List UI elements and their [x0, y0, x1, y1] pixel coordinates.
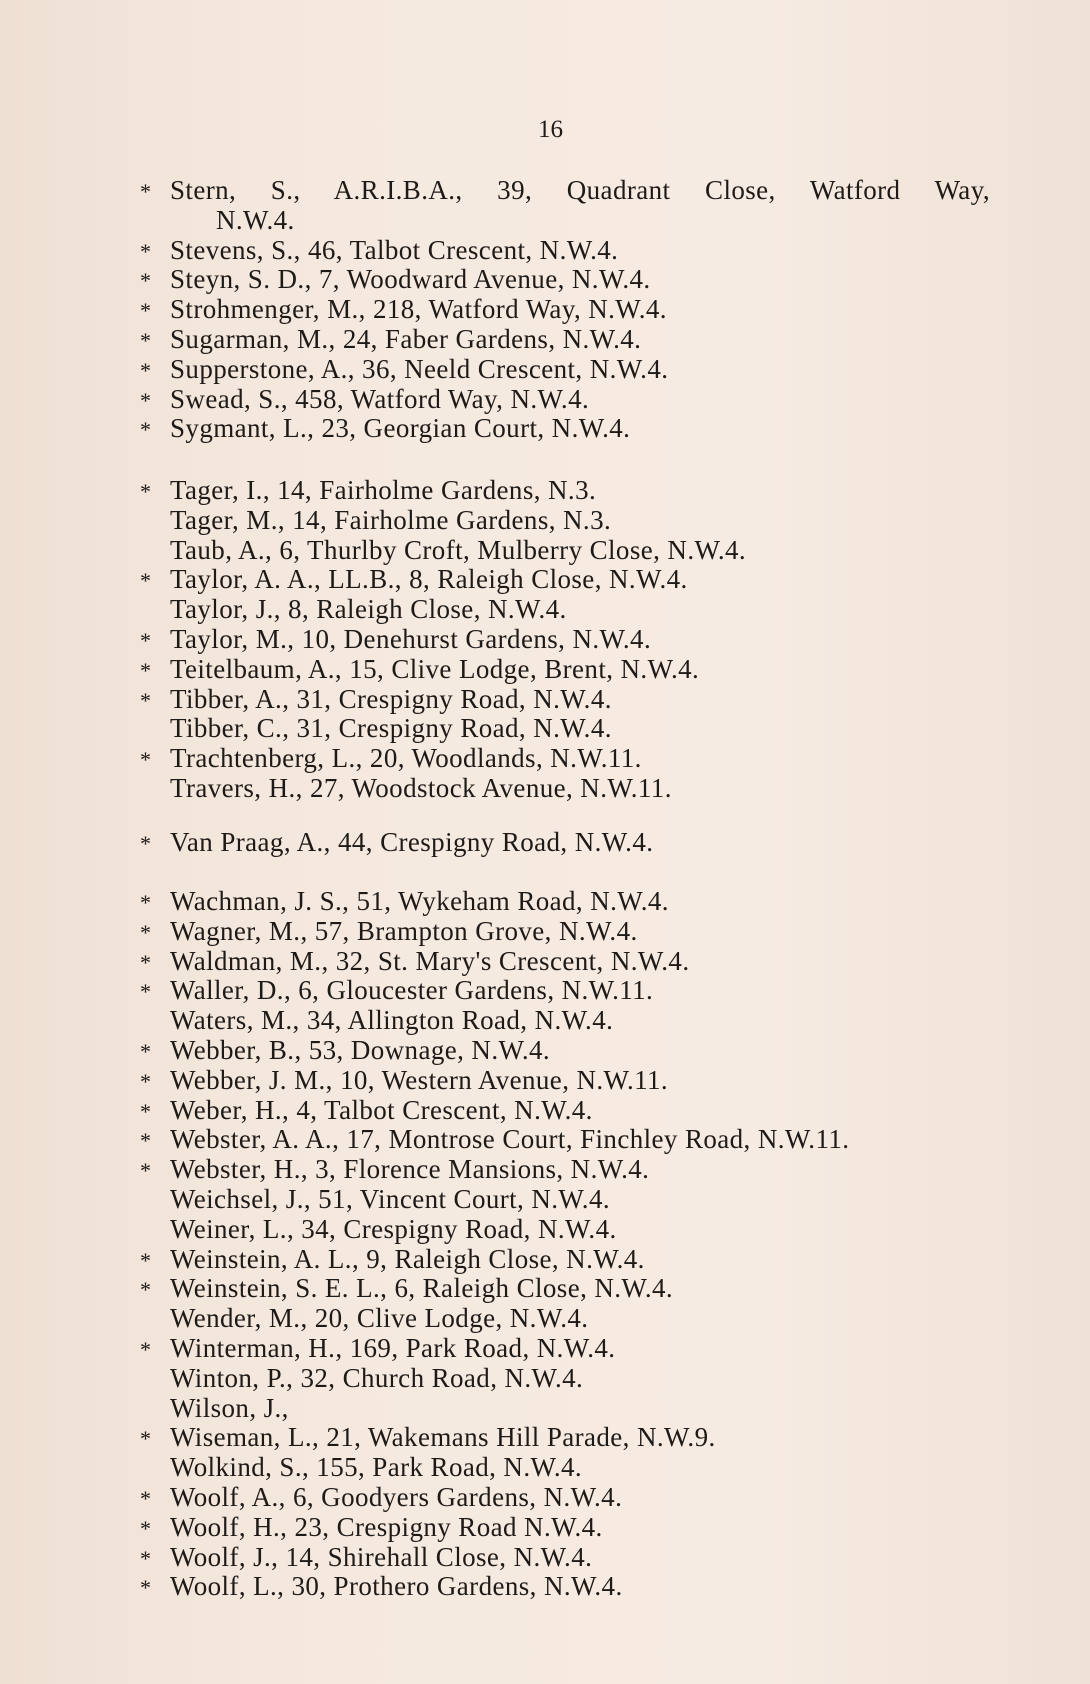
entry-text: Trachtenberg, L., 20, Woodlands, N.W.11. — [170, 743, 642, 774]
entry-text: Webber, J. M., 10, Western Avenue, N.W.11. — [170, 1064, 669, 1095]
entry-text: Woolf, H., 23, Crespigny Road N.W.4. — [170, 1511, 603, 1542]
entry-text: Tager, I., 14, Fairholme Gardens, N.3. — [170, 475, 597, 505]
asterisk-marker: * — [140, 238, 152, 264]
asterisk-marker: * — [140, 1128, 152, 1154]
asterisk-marker: * — [140, 890, 152, 915]
asterisk-marker: * — [140, 1336, 152, 1362]
entry-text: Swead, S., 458, Watford Way, N.W.4. — [170, 383, 590, 414]
entry-text: Van Praag, A., 44, Crespigny Road, N.W.4. — [170, 827, 654, 857]
asterisk-marker: * — [140, 1098, 152, 1124]
asterisk-marker: * — [140, 919, 152, 945]
asterisk-marker: * — [140, 1158, 152, 1184]
entry-text: Wolkind, S., 155, Park Road, N.W.4. — [170, 1452, 583, 1483]
entry-text: Stern, S., A.R.I.B.A., 39, Quadrant Close, Watford Way, — [170, 175, 990, 205]
asterisk-marker: * — [140, 1068, 152, 1094]
asterisk-marker: * — [140, 979, 152, 1005]
asterisk-marker: * — [140, 747, 152, 773]
entry-text: Waldman, M., 32, St. Mary's Crescent, N.W.4. — [170, 945, 690, 976]
entry-text: Wagner, M., 57, Brampton Grove, N.W.4. — [170, 915, 638, 946]
entry-text: Weichsel, J., 51, Vincent Court, N.W.4. — [170, 1183, 611, 1214]
asterisk-marker: * — [140, 1545, 152, 1571]
entry-text: Weber, H., 4, Talbot Crescent, N.W.4. — [170, 1094, 593, 1125]
entry-text: Sygmant, L., 23, Georgian Court, N.W.4. — [170, 413, 631, 444]
page-number: 16 — [538, 116, 563, 143]
entry-text: Wender, M., 20, Clive Lodge, N.W.4. — [170, 1303, 589, 1334]
entry-text: Taylor, A. A., LL.B., 8, Raleigh Close, N.W.4. — [170, 564, 688, 595]
entry-text: Weiner, L., 34, Crespigny Road, N.W.4. — [170, 1213, 617, 1244]
entry-text: Steyn, S. D., 7, Woodward Avenue, N.W.4. — [170, 264, 651, 295]
entry-text: Woolf, L., 30, Prothero Gardens, N.W.4. — [170, 1571, 623, 1602]
asterisk-marker: * — [140, 387, 152, 413]
entry-text: Wachman, J. S., 51, Wykeham Road, N.W.4. — [170, 886, 669, 916]
entry-text: Taylor, M., 10, Denehurst Gardens, N.W.4. — [170, 623, 652, 654]
asterisk-marker: * — [140, 1247, 152, 1273]
entry-text: Weinstein, S. E. L., 6, Raleigh Close, N.W.4. — [170, 1273, 674, 1304]
entry-text: Winterman, H., 169, Park Road, N.W.4. — [170, 1332, 616, 1363]
entry-text: Waters, M., 34, Allington Road, N.W.4. — [170, 1005, 614, 1036]
entry-text: Webster, H., 3, Florence Mansions, N.W.4. — [170, 1154, 650, 1185]
asterisk-marker: * — [140, 687, 152, 713]
asterisk-marker: * — [140, 298, 152, 324]
entry-text: Woolf, J., 14, Shirehall Close, N.W.4. — [170, 1541, 593, 1572]
entry-text: Stevens, S., 46, Talbot Crescent, N.W.4. — [170, 234, 619, 265]
entry-text: Tibber, A., 31, Crespigny Road, N.W.4. — [170, 683, 612, 714]
asterisk-marker: * — [140, 831, 152, 856]
entry-text: Travers, H., 27, Woodstock Avenue, N.W.11. — [170, 772, 672, 803]
asterisk-marker: * — [140, 627, 152, 653]
asterisk-marker: * — [140, 1575, 152, 1601]
asterisk-marker: * — [140, 1426, 152, 1452]
asterisk-marker: * — [140, 1277, 152, 1303]
entry-text: Strohmenger, M., 218, Watford Way, N.W.4. — [170, 294, 667, 325]
entry-text: Weinstein, A. L., 9, Raleigh Close, N.W.4. — [170, 1243, 645, 1274]
entry-text: Tager, M., 14, Fairholme Gardens, N.3. — [170, 504, 612, 535]
asterisk-marker: * — [140, 417, 152, 443]
asterisk-marker: * — [140, 568, 152, 594]
asterisk-marker: * — [140, 1515, 152, 1541]
entry-text: Winton, P., 32, Church Road, N.W.4. — [170, 1362, 584, 1393]
asterisk-marker: * — [140, 949, 152, 975]
asterisk-marker: * — [140, 268, 152, 294]
entry-text: Teitelbaum, A., 15, Clive Lodge, Brent, N.W.4. — [170, 653, 700, 684]
asterisk-marker: * — [140, 657, 152, 683]
asterisk-marker: * — [140, 357, 152, 383]
entry-text: N.W.4. — [216, 204, 295, 235]
entry-text: Webber, B., 53, Downage, N.W.4. — [170, 1034, 551, 1065]
entry-text: Supperstone, A., 36, Neeld Crescent, N.W.4. — [170, 353, 669, 384]
asterisk-marker: * — [140, 479, 152, 504]
entry-text: Waller, D., 6, Gloucester Gardens, N.W.11. — [170, 975, 654, 1006]
entry-text: Sugarman, M., 24, Faber Gardens, N.W.4. — [170, 323, 642, 354]
entry-text: Webster, A. A., 17, Montrose Court, Finchley Road, N.W.11. — [170, 1124, 850, 1155]
asterisk-marker: * — [140, 1038, 152, 1064]
entry-text: Wiseman, L., 21, Wakemans Hill Parade, N.W.9. — [170, 1422, 716, 1453]
entry-text: Tibber, C., 31, Crespigny Road, N.W.4. — [170, 713, 612, 744]
asterisk-marker: * — [140, 1485, 152, 1511]
entry-text: Taub, A., 6, Thurlby Croft, Mulberry Close, N.W.4. — [170, 534, 747, 565]
entry-text: Taylor, J., 8, Raleigh Close, N.W.4. — [170, 594, 567, 625]
asterisk-marker: * — [140, 179, 152, 204]
entry-text: Woolf, A., 6, Goodyers Gardens, N.W.4. — [170, 1481, 623, 1512]
entry-text: Wilson, J., — [170, 1392, 289, 1423]
asterisk-marker: * — [140, 327, 152, 353]
